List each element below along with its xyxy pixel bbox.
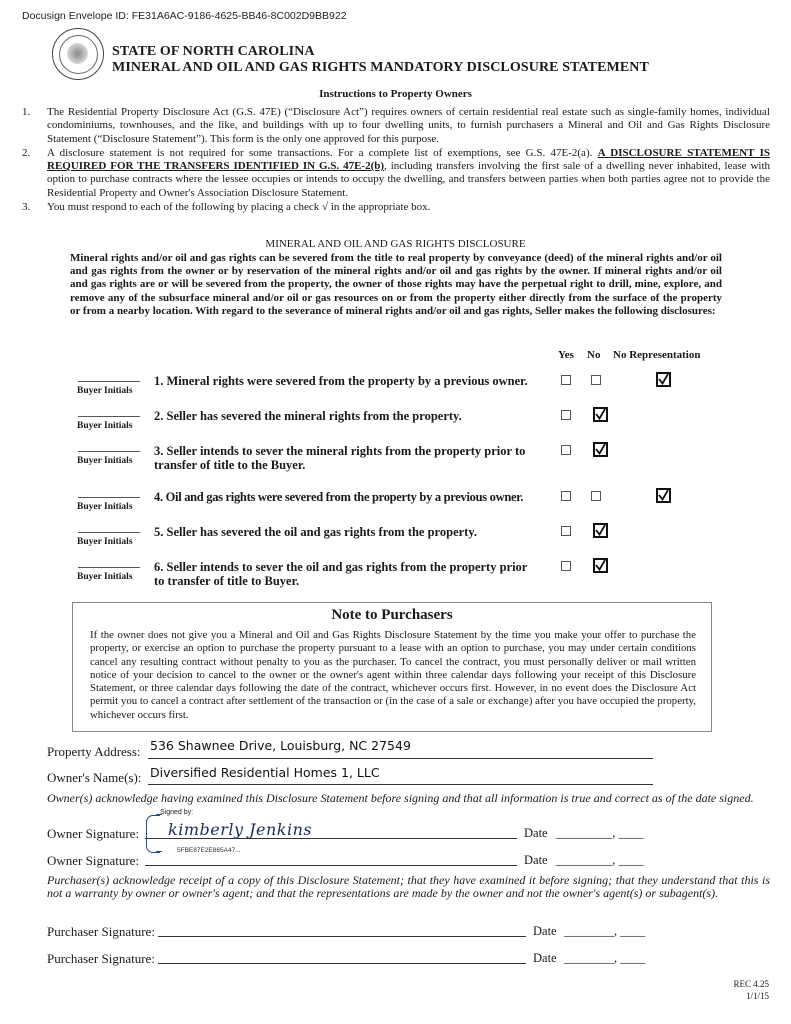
purchaser-signature-label-2: Purchaser Signature:: [47, 951, 155, 966]
purchaser-date-field-1[interactable]: ________, ____: [564, 924, 646, 938]
question-text: 6. Seller intends to sever the oil and gas rights from the property prior to transfer of title to Buyer.: [154, 560, 528, 588]
no-checkbox[interactable]: [591, 491, 601, 501]
no-checkbox[interactable]: [591, 375, 601, 385]
checkmark-icon: [595, 525, 606, 536]
checkmark-icon: [595, 444, 606, 455]
instruction-text-part: , including transfers involving the first sale of a dwelling never inhabited, lease with option to purchase contracts where the lessee occupies or intends to occupy the dwelling, and transfers between parties when both parties agree not to provide the Residential Property and Owner's Association Disclosure Statement.: [47, 160, 770, 199]
buyer-initials-label: Buyer Initials: [77, 456, 133, 466]
question-text: 5. Seller has severed the oil and gas rights from the property.: [154, 525, 478, 539]
checkmark-icon: [595, 560, 606, 571]
disclosure-paragraph: Mineral rights and/or oil and gas rights can be severed from the title to real property by conveyance (deed) of the mineral rights and/or oil and gas rights from the owner or by reservation of the mineral rights and/or oil and gas rights by the owner. If mineral rights and/or oil and gas rights are or will be severed from the property, the owner of those rights may have the perpetual right to drill, mine, explore, and remove any of the subsurface mineral and/or oil or gas resources on or from the property either directly from the surface of the property or from a nearby location. With regard to the severance of mineral rights and/or oil and gas rights, Seller makes the following disclosures:: [70, 252, 722, 317]
instruction-number: 1.: [22, 106, 31, 118]
no-representation-checkbox-checked[interactable]: [656, 372, 671, 387]
note-title: Note to Purchasers: [331, 607, 453, 623]
question-text: 4. Oil and gas rights were severed from the property by a previous owner.: [154, 490, 524, 504]
instruction-emphasis: A DISCLOSURE STATEMENT IS REQUIRED FOR THE TRANSFERS IDENTIFIED IN G.S. 47E-2(b): [47, 146, 770, 173]
instruction-text-part: A disclosure statement is not required for some transactions. For a complete list of exemptions, see G.S. 47E-2(a).: [47, 146, 598, 159]
docusign-signature-bracket: [146, 815, 160, 853]
form-title-state: STATE OF NORTH CAROLINA: [112, 44, 315, 59]
no-checkbox-checked[interactable]: [593, 442, 608, 457]
column-no-representation: No Representation: [613, 349, 701, 361]
yes-checkbox[interactable]: [561, 526, 571, 536]
docusign-signed-by-label: Signed by:: [160, 809, 194, 816]
checkmark-icon: [658, 374, 669, 385]
buyer-initials-label: Buyer Initials: [77, 502, 133, 512]
purchaser-acknowledgment: Purchaser(s) acknowledge receipt of a copy of this Disclosure Statement; that they have examined it before signing; that they understand that this is not a warranty by owner or owner's agent; and that the representations are made by the owner and not the owner's agent(s) or subagent(s).: [47, 873, 770, 900]
owner-signature-label-2: Owner Signature:: [47, 853, 140, 868]
docusign-signer-id: 5FBE87E2E865A47...: [177, 847, 241, 854]
instruction-item-1: [22, 106, 770, 146]
question-text: 1. Mineral rights were severed from the property by a previous owner.: [154, 374, 528, 388]
purchaser-signature-label-1: Purchaser Signature:: [47, 924, 155, 939]
state-seal-icon: [52, 28, 104, 80]
property-address-label: Property Address:: [47, 744, 141, 759]
buyer-initials-field[interactable]: [78, 451, 140, 452]
buyer-initials-field[interactable]: [78, 532, 140, 533]
buyer-initials-label: Buyer Initials: [77, 537, 133, 547]
no-checkbox-checked[interactable]: [593, 407, 608, 422]
purchaser-signature-field-2[interactable]: [158, 949, 526, 964]
question-text: 3. Seller intends to sever the mineral rights from the property prior to transfer of title to the Buyer.: [154, 444, 526, 472]
instructions-heading: Instructions to Property Owners: [319, 88, 472, 100]
instruction-item-3: [22, 201, 770, 214]
owner-name-label: Owner's Name(s):: [47, 770, 142, 785]
checkmark-icon: [658, 490, 669, 501]
no-checkbox-checked[interactable]: [593, 558, 608, 573]
note-to-purchasers-box: [72, 602, 712, 732]
yes-checkbox[interactable]: [561, 561, 571, 571]
owner-date-field-1[interactable]: _________, ____: [556, 826, 644, 840]
yes-checkbox[interactable]: [561, 410, 571, 420]
form-code: REC 4.25: [733, 979, 769, 989]
docusign-envelope-id: Docusign Envelope ID: FE31A6AC-9186-4625-BB46-8C002D9BB922: [22, 10, 347, 22]
yes-checkbox[interactable]: [561, 445, 571, 455]
instruction-number: 3.: [22, 201, 31, 214]
column-no: No: [587, 349, 601, 361]
owner-signature-label-1: Owner Signature:: [47, 826, 140, 841]
question-row-6: [70, 560, 730, 599]
buyer-initials-field[interactable]: [78, 497, 140, 498]
form-title: MINERAL AND OIL AND GAS RIGHTS MANDATORY DISCLOSURE STATEMENT: [112, 60, 649, 75]
note-text: If the owner does not give you a Mineral and Oil and Gas Rights Disclosure Statement by the time you make your offer to purchase the property, or exercise an option to purchase the property pursuant to a lease with an option to purchase, you may under certain conditions cancel any resulting contract without penalty to you as the purchaser. To cancel the contract, you must personally deliver or mail written notice of your decision to cancel to the owner or the owner's agent within three calendar days following your receipt of this Disclosure Statement, or three calendar days following the date of the contract, whichever occurs first. However, in no event does the Disclosure Act permit you to cancel a contract after settlement of the transaction or (in the case of a sale or exchange) after you have occupied the property, whichever occurs first.: [90, 629, 696, 721]
owner-acknowledgment: Owner(s) acknowledge having examined this Disclosure Statement before signing and that all information is true and correct as of the date signed.: [47, 791, 754, 805]
buyer-initials-label: Buyer Initials: [77, 572, 133, 582]
purchaser-signature-field-1[interactable]: [158, 922, 526, 937]
owner-name-value: Diversified Residential Homes 1, LLC: [150, 765, 380, 780]
yes-checkbox[interactable]: [561, 375, 571, 385]
buyer-initials-field[interactable]: [78, 416, 140, 417]
property-address-value: 536 Shawnee Drive, Louisburg, NC 27549: [150, 738, 411, 753]
owner-date-field-2[interactable]: _________, ____: [556, 853, 644, 867]
owner-signature-image: kimberly Jenkins: [168, 820, 313, 839]
question-text: 2. Seller has severed the mineral rights from the property.: [154, 409, 462, 423]
owner-date-label-1: Date: [524, 826, 548, 840]
form-date: 1/1/15: [745, 991, 769, 1001]
disclosure-heading: MINERAL AND OIL AND GAS RIGHTS DISCLOSURE: [265, 238, 526, 250]
buyer-initials-field[interactable]: [78, 381, 140, 382]
no-checkbox-checked[interactable]: [593, 523, 608, 538]
purchaser-date-label-1: Date: [533, 924, 557, 938]
instruction-number: 2.: [22, 146, 31, 159]
yes-checkbox[interactable]: [561, 491, 571, 501]
purchaser-date-field-2[interactable]: ________, ____: [564, 951, 646, 965]
form-code-footer: [733, 978, 769, 1002]
buyer-initials-label: Buyer Initials: [77, 386, 133, 396]
no-representation-checkbox-checked[interactable]: [656, 488, 671, 503]
purchaser-date-label-2: Date: [533, 951, 557, 965]
instruction-item-2: [22, 147, 770, 200]
instruction-text: You must respond to each of the following by placing a check √ in the appropriate box.: [47, 201, 431, 214]
buyer-initials-field[interactable]: [78, 567, 140, 568]
owner-signature-field-2[interactable]: [145, 852, 517, 866]
instruction-text: [47, 147, 770, 200]
instructions-list: [22, 106, 770, 215]
instruction-text: The Residential Property Disclosure Act (G.S. 47E) (“Disclosure Act”) requires owners of certain residential real estate such as single-family homes, individual condominiums, townhouses, and the like, and buildings with up to four dwelling units, to furnish purchasers a Mineral and Oil and Gas Rights Disclosure Statement (“Disclosure Statement”). This form is the only one approved for this purpose.: [47, 106, 770, 145]
question-row-3: [70, 444, 730, 483]
owner-date-label-2: Date: [524, 853, 548, 867]
column-yes: Yes: [558, 349, 574, 361]
checkmark-icon: [595, 409, 606, 420]
buyer-initials-label: Buyer Initials: [77, 421, 133, 431]
